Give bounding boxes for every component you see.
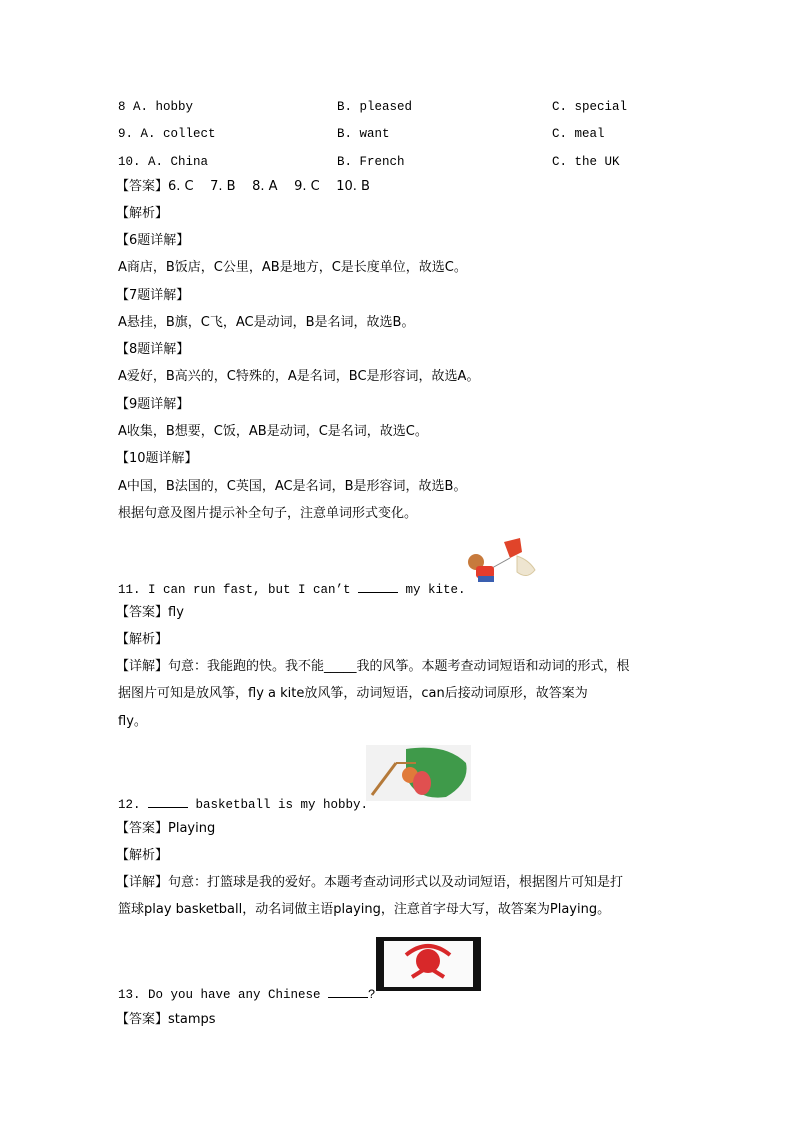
detail-text-6: A商店，B饭店，C公里，AB是地方，C是长度单位，故选C。 [118, 260, 467, 275]
question-text: 13. Do you have any Chinese [118, 988, 329, 1002]
detail-text-10: A中国，B法国的，C英国，AC是名词，B是形容词，故选B。 [118, 479, 467, 494]
detail-title-6: 【6题详解】 [116, 233, 190, 248]
detail-11-line1: 【详解】句意：我能跑的快。我不能_____我的风筝。本题考查动词短语和动词的形式，根 [116, 659, 630, 674]
analysis-12: 【解析】 [116, 848, 169, 863]
question-number: 10. [118, 155, 141, 169]
question-text: 11. I can run fast, but I can’t [118, 583, 359, 597]
answer-6-10: 【答案】6. C 7. B 8. A 9. C 10. B [116, 179, 370, 194]
option-b: B. pleased [337, 100, 413, 114]
stamp-image [376, 937, 481, 991]
analysis-11: 【解析】 [116, 632, 169, 647]
detail-title-10: 【10题详解】 [116, 451, 198, 466]
basketball-image [366, 745, 471, 801]
kite-boy-image [462, 538, 546, 588]
option-b: B. French [337, 155, 405, 169]
question-text: ? [368, 988, 376, 1002]
detail-title-7: 【7题详解】 [116, 288, 190, 303]
question-13 [118, 985, 376, 1004]
detail-title-8: 【8题详解】 [116, 342, 190, 357]
option-c: C. meal [552, 127, 605, 141]
detail-title-9: 【9题详解】 [116, 397, 190, 412]
question-number: 8 [118, 100, 126, 114]
answer-blank [328, 985, 368, 998]
option-row-9 [118, 125, 678, 143]
analysis-label: 【解析】 [116, 206, 169, 221]
answer-blank [358, 580, 398, 593]
detail-12-line2: 篮球play basketball，动名词做主语playing，注意首字母大写，故答案为Playing。 [118, 902, 611, 917]
detail-text-9: A收集，B想要，C饭，AB是动词，C是名词，故选C。 [118, 424, 428, 439]
answer-11: 【答案】fly [116, 605, 184, 620]
detail-text-8: A爱好，B高兴的，C特殊的，A是名词，BC是形容词，故选A。 [118, 369, 480, 384]
option-a: A. collect [140, 127, 216, 141]
detail-12-line1: 【详解】句意：打篮球是我的爱好。本题考查动词形式以及动词短语，根据图片可知是打 [116, 875, 624, 890]
option-a: A. hobby [133, 100, 194, 114]
option-row-8 [118, 98, 678, 116]
question-text: basketball is my hobby. [188, 798, 369, 812]
instruction: 根据句意及图片提示补全句子，注意单词形式变化。 [118, 506, 418, 521]
question-text: 12. [118, 798, 149, 812]
detail-11-line2: 据图片可知是放风筝，fly a kite放风筝，动词短语，can后接动词原形，故答案为 [118, 686, 588, 701]
answer-13: 【答案】stamps [116, 1012, 216, 1027]
answer-blank [148, 795, 188, 808]
question-number: 9. [118, 127, 134, 141]
answer-12: 【答案】Playing [116, 821, 216, 836]
question-12 [118, 795, 368, 814]
question-text: my kite. [398, 583, 466, 597]
detail-text-7: A悬挂，B旗，C飞，AC是动词，B是名词，故选B。 [118, 315, 415, 330]
option-b: B. want [337, 127, 390, 141]
option-a: A. China [148, 155, 209, 169]
question-11 [118, 580, 466, 599]
option-c: C. special [552, 100, 628, 114]
option-row-10 [118, 153, 678, 171]
detail-11-line3: fly。 [118, 714, 147, 729]
option-c: C. the UK [552, 155, 620, 169]
